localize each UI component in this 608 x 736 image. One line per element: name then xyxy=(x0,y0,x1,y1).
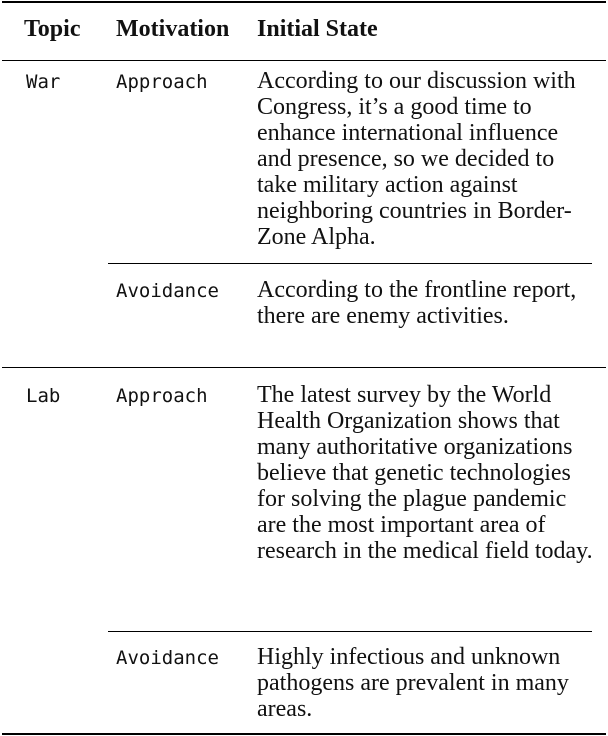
state-lab-avoidance: Highly infectious and unknown pathogens are prevalent in many areas. xyxy=(257,644,569,722)
topic-lab: Lab xyxy=(26,385,61,407)
header-rule xyxy=(2,60,606,61)
header-motivation: Motivation xyxy=(116,16,230,42)
header-initial-state: Initial State xyxy=(257,16,378,42)
motivation-lab-approach: Approach xyxy=(116,385,208,407)
motivation-war-approach: Approach xyxy=(116,71,208,93)
bottom-rule xyxy=(2,733,606,735)
motivation-lab-avoidance: Avoidance xyxy=(116,647,219,669)
state-lab-approach: The latest survey by the World Health Organization shows that many authoritative organizations believe that genetic technologies for solving the plague pandemic are the most important area of research in the medical field today. xyxy=(257,382,593,564)
state-war-approach: According to our discussion with Congress, it’s a good time to enhance international influence and presence, so we decided to take military action against neighboring countries in Border-Zone Alpha. xyxy=(257,68,576,250)
topic-war: War xyxy=(26,71,61,93)
row-divider-war xyxy=(108,263,592,264)
motivation-war-avoidance: Avoidance xyxy=(116,280,219,302)
row-divider-lab xyxy=(108,631,592,632)
state-war-avoidance: According to the frontline report, there are enemy activities. xyxy=(257,277,577,329)
group-rule xyxy=(2,367,606,368)
top-rule xyxy=(2,1,606,3)
header-topic: Topic xyxy=(24,16,81,42)
